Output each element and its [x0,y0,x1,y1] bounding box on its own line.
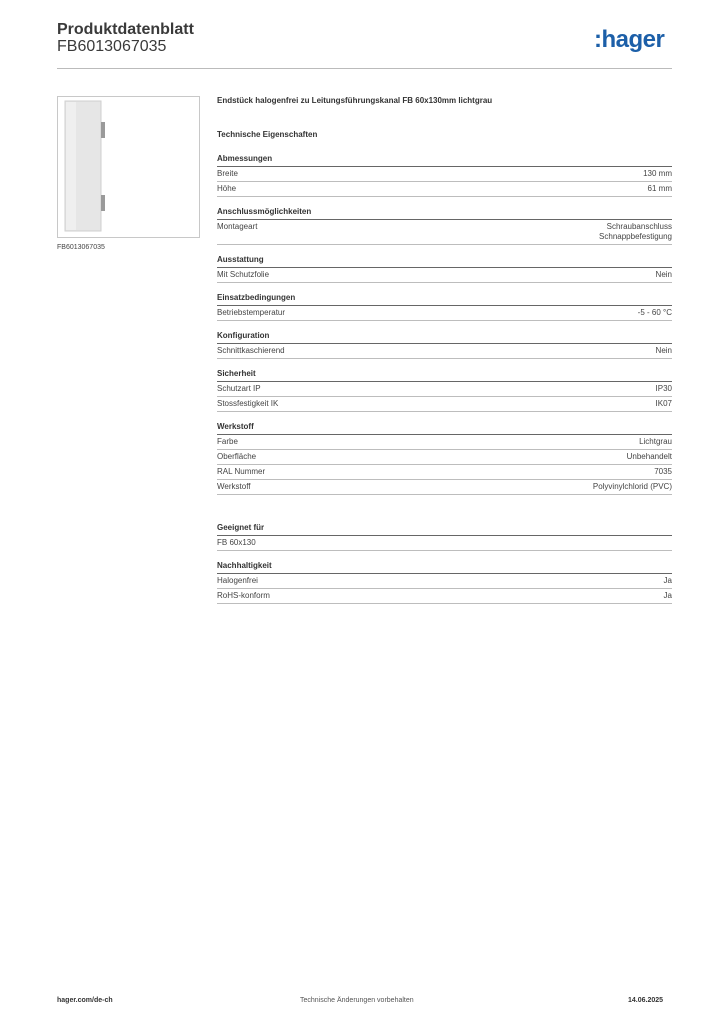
section-title: Ausstattung [217,255,672,268]
product-image [64,100,106,232]
spec-row [217,574,672,589]
spec-value: Nein [655,346,672,355]
footer-notice: Technische Änderungen vorbehalten [300,997,414,1004]
product-code: FB6013067035 [57,38,167,55]
section-title: Geeignet für [217,523,672,536]
header-divider [57,68,672,69]
spec-value: Polyvinylchlorid (PVC) [592,482,672,491]
spec-row [217,268,672,283]
spec-value: Schraubanschluss Schnappbefestigung [599,222,672,241]
section-title: Werkstoff [217,422,672,435]
spec-row [217,480,672,495]
spec-value: Ja [663,576,672,585]
spec-row [217,220,672,245]
section-title: Sicherheit [217,369,672,382]
product-image-frame [57,96,200,238]
extra-sections [217,523,672,604]
image-caption: FB6013067035 [57,244,105,251]
section-title: Einsatzbedingungen [217,293,672,306]
spec-row [217,435,672,450]
footer-website: hager.com/de-ch [57,997,113,1004]
spec-section [217,561,672,604]
page-title: Produktdatenblatt [57,21,194,38]
section-spacer [217,495,672,513]
spec-value: Ja [663,591,672,600]
spec-label: FB 60x130 [217,538,256,547]
spec-value: 7035 [654,467,672,476]
spec-label: Höhe [217,184,237,193]
spec-section [217,154,672,197]
spec-section [217,207,672,245]
spec-row [217,465,672,480]
spec-row [217,589,672,604]
spec-value: Nein [655,270,672,279]
spec-section [217,523,672,551]
footer-date: 14.06.2025 [628,997,664,1004]
spec-row [217,397,672,412]
spec-section [217,255,672,283]
spec-row [217,536,672,551]
spec-section [217,293,672,321]
spec-section [217,422,672,495]
spec-value: IK07 [655,399,672,408]
spec-section [217,369,672,412]
spec-label: Werkstoff [217,482,251,491]
spec-label: Breite [217,169,238,178]
spec-value: IP30 [655,384,672,393]
section-title: Anschlussmöglichkeiten [217,207,672,220]
tech-heading: Technische Eigenschaften [217,130,318,139]
spec-label: Halogenfrei [217,576,258,585]
spec-content [217,96,672,604]
section-title: Nachhaltigkeit [217,561,672,574]
spec-row [217,167,672,182]
product-description: Endstück halogenfrei zu Leitungsführungskanal FB 60x130mm lichtgrau [217,96,493,105]
spec-value: 130 mm [643,169,672,178]
spec-label: Stossfestigkeit IK [217,399,279,408]
spec-row [217,382,672,397]
spec-label: Schutzart IP [217,384,261,393]
spec-label: Montageart [217,222,258,231]
spec-row [217,306,672,321]
spec-sections [217,154,672,495]
spec-label: RoHS-konform [217,591,270,600]
section-title: Konfiguration [217,331,672,344]
spec-value: -5 - 60 °C [637,308,672,317]
spec-label: Mit Schutzfolie [217,270,270,279]
spec-value: Unbehandelt [626,452,672,461]
spec-row [217,450,672,465]
spec-row [217,344,672,359]
section-title: Abmessungen [217,154,672,167]
spec-label: Farbe [217,437,238,446]
spec-label: Oberfläche [217,452,257,461]
spec-section [217,331,672,359]
spec-value: Lichtgrau [639,437,672,446]
spec-value: 61 mm [647,184,672,193]
spec-row [217,182,672,197]
spec-label: Betriebstemperatur [217,308,286,317]
hager-logo: :hager [594,26,665,53]
spec-label: Schnittkaschierend [217,346,285,355]
spec-label: RAL Nummer [217,467,266,476]
